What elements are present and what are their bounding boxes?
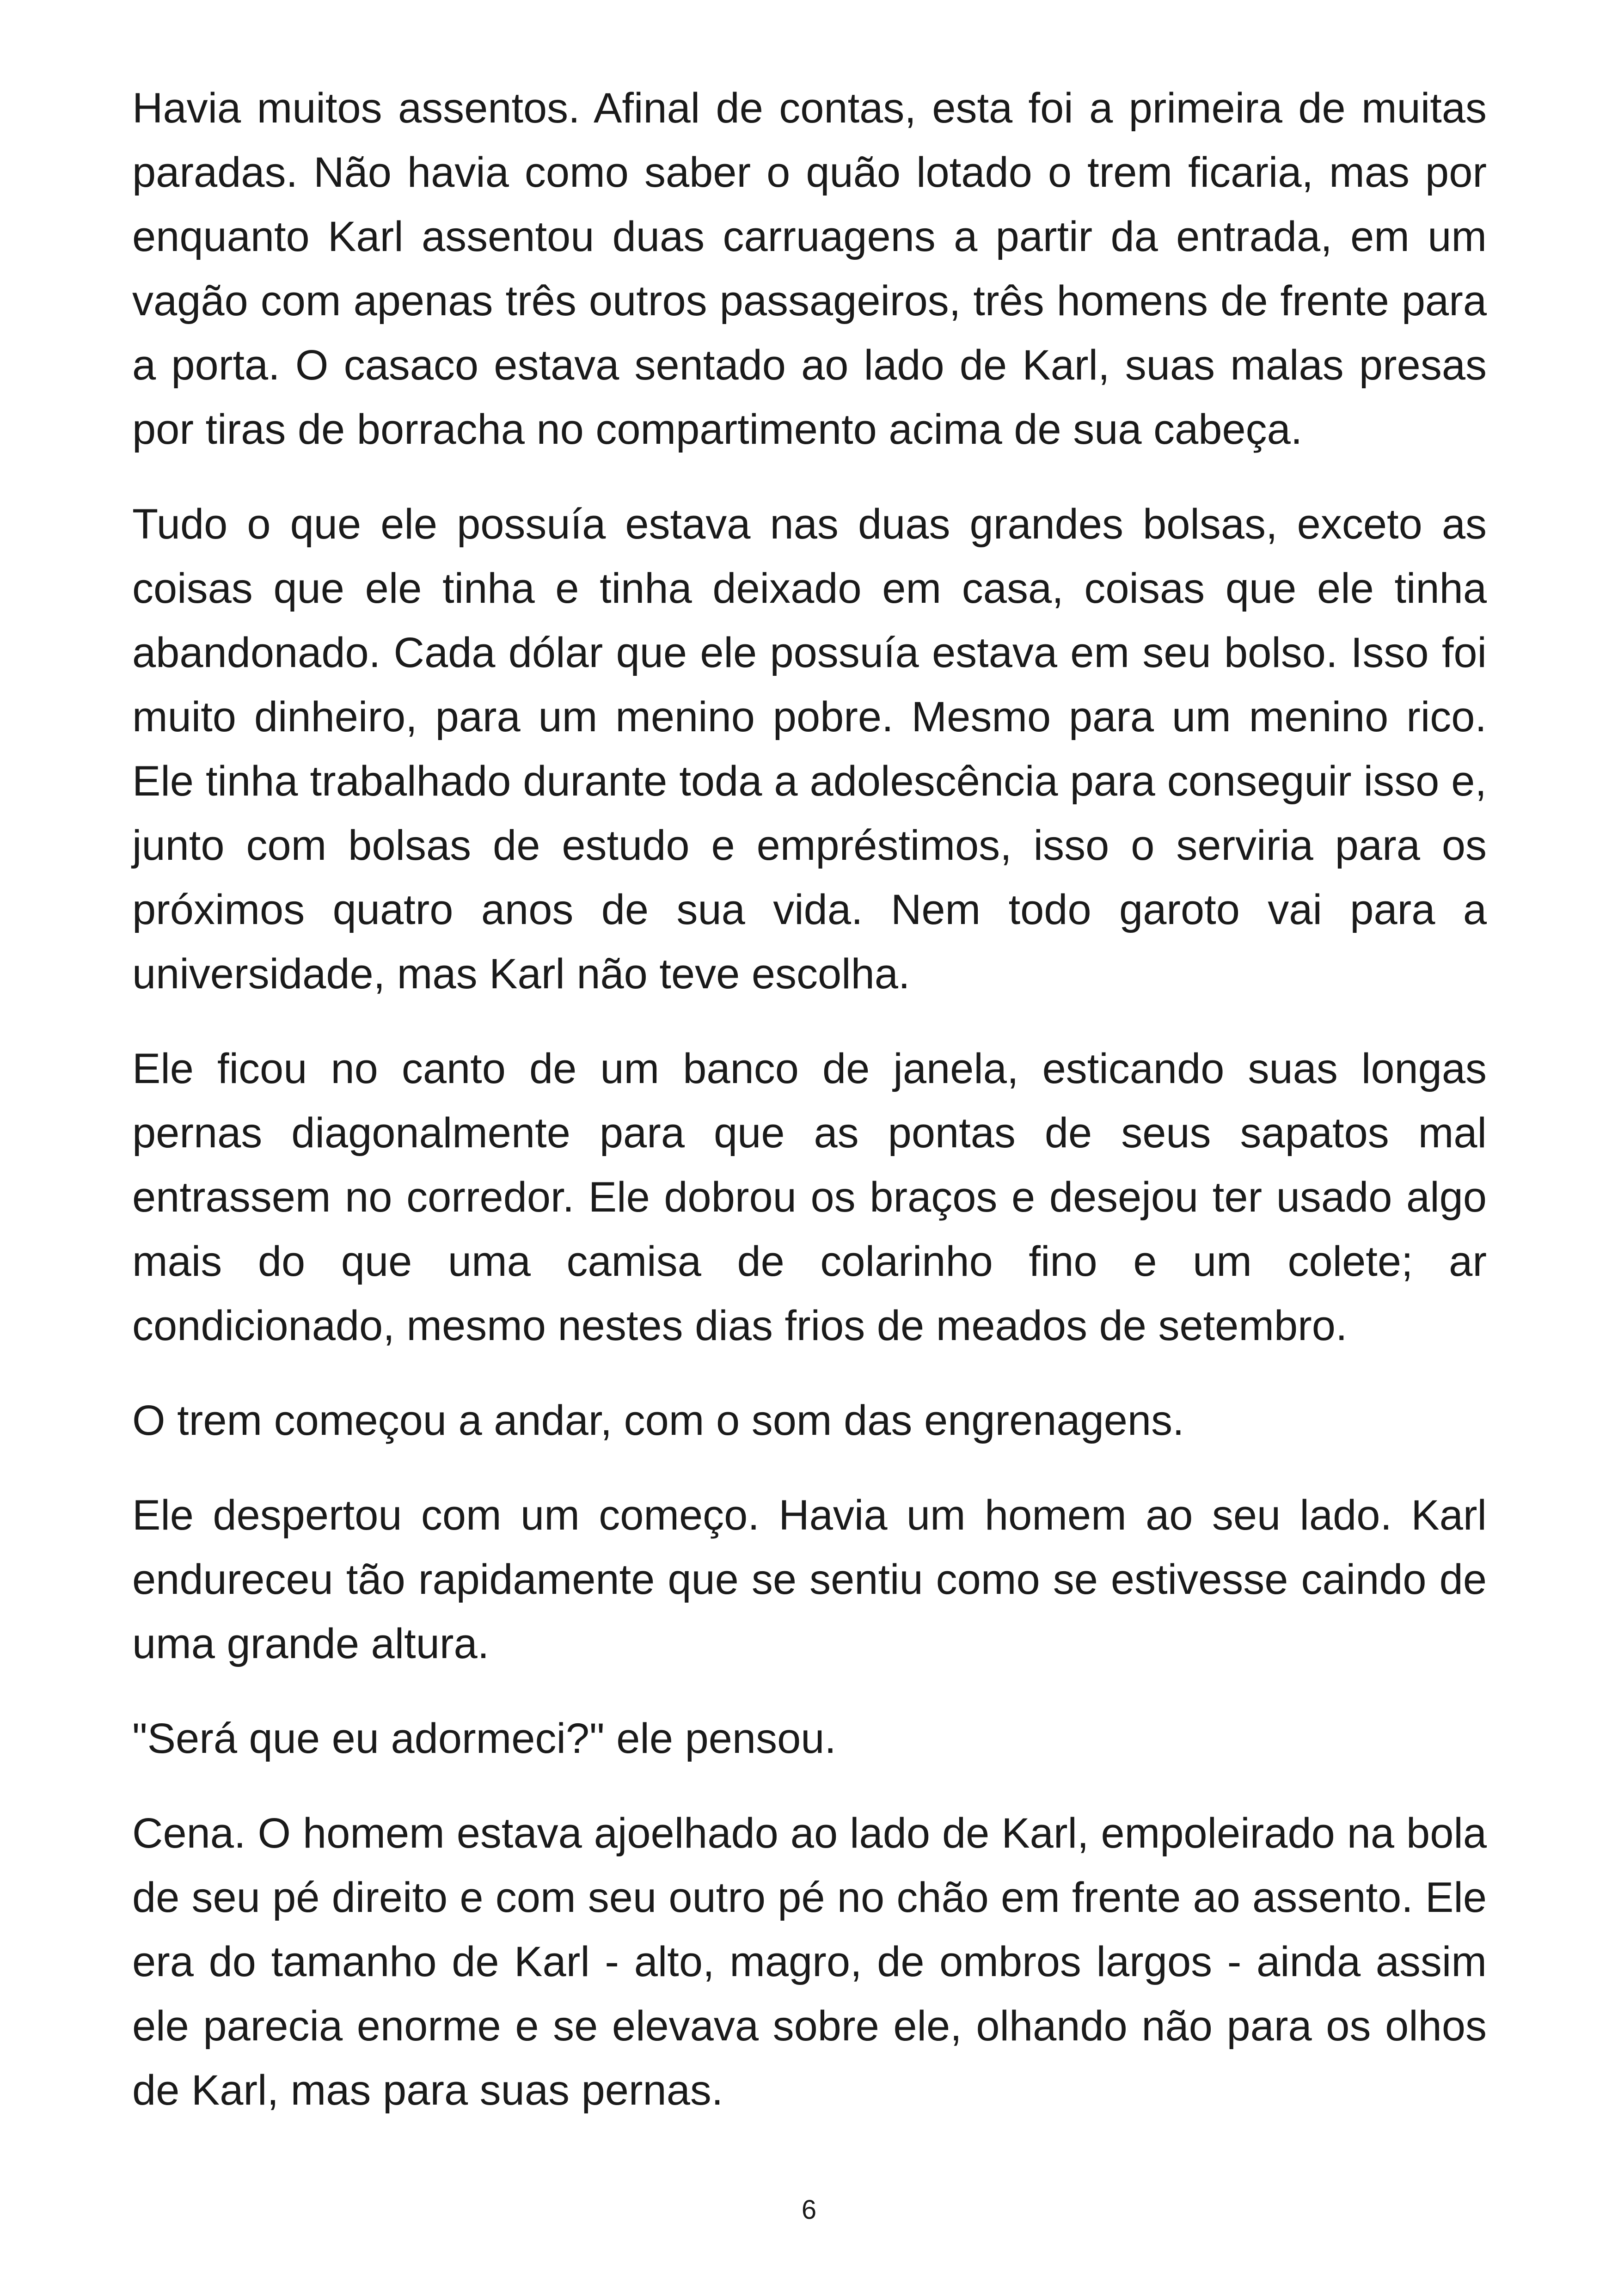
paragraph-5: Ele despertou com um começo. Havia um homem ao seu lado. Karl endureceu tão rapidamente que se sentiu como se estivesse caindo de uma grande altura.: [132, 1492, 1487, 1667]
paragraph-3: Ele ficou no canto de um banco de janela, esticando suas longas pernas diagonalmente para que as pontas de seus sapatos mal entrassem no corredor. Ele dobrou os braços e desejou ter usado algo mais do que uma camisa de colarinho fino e um colete; ar condicionado, mesmo nestes dias frios de meados de setembro.: [132, 1045, 1487, 1349]
page-number: 6: [801, 2195, 817, 2225]
text-body: [132, 76, 1487, 2153]
paragraph-2: Tudo o que ele possuía estava nas duas grandes bolsas, exceto as coisas que ele tinha e tinha deixado em casa, coisas que ele tinha abandonado. Cada dólar que ele possuía estava em seu bolso. Isso foi muito dinheiro, para um menino pobre. Mesmo para um menino rico. Ele tinha trabalhado durante toda a adolescência para conseguir isso e, junto com bolsas de estudo e empréstimos, isso o serviria para os próximos quatro anos de sua vida. Nem todo garoto vai para a universidade, mas Karl não teve escolha.: [132, 501, 1487, 998]
paragraph-1: Havia muitos assentos. Afinal de contas, esta foi a primeira de muitas paradas. Não havia como saber o quão lotado o trem ficaria, mas por enquanto Karl assentou duas carruagens a partir da entrada, em um vagão com apenas três outros passageiros, três homens de frente para a porta. O casaco estava sentado ao lado de Karl, suas malas presas por tiras de borracha no compartimento acima de sua cabeça.: [132, 85, 1487, 453]
paragraph-6: "Será que eu adormeci?" ele pensou.: [132, 1715, 836, 1762]
paragraph-7: Cena. O homem estava ajoelhado ao lado de Karl, empoleirado na bola de seu pé direito e com seu outro pé no chão em frente ao assento. Ele era do tamanho de Karl - alto, magro, de ombros largos - ainda assim ele parecia enorme e se elevava sobre ele, olhando não para os olhos de Karl, mas para suas pernas.: [132, 1810, 1487, 2114]
paragraph-4: O trem começou a andar, com o som das engrenagens.: [132, 1397, 1184, 1444]
